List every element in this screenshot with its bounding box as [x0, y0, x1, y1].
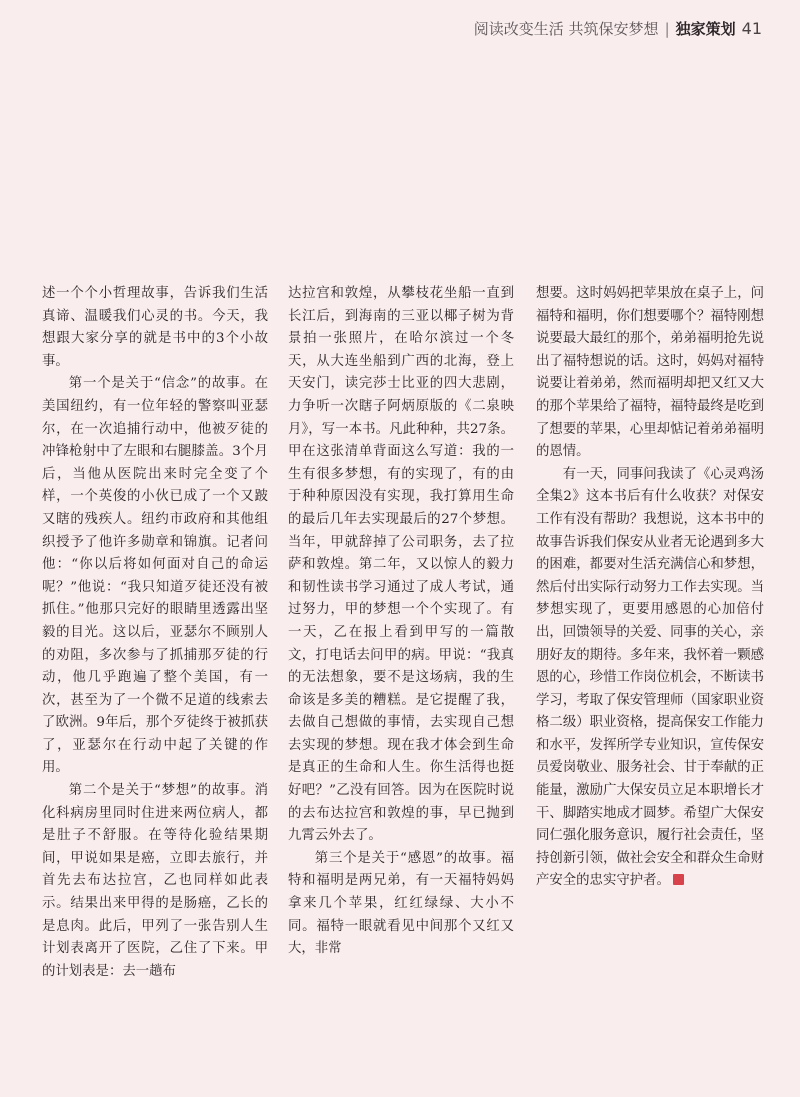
paragraph: 述一个个小哲理故事，告诉我们生活真谛、温暖我们心灵的书。今天，我想跟大家分享的就是书中的3个小故事。	[42, 286, 268, 369]
header-slogan: 阅读改变生活 共筑保安梦想	[473, 20, 659, 38]
paragraph: 想要。这时妈妈把苹果放在桌子上，问福特和福明，你们想要哪个？福特刚想说要最大最红的那个，弟弟福明抢先说出了福特想说的话。这时，妈妈对福特说要让着弟弟，然而福明却把又红又大的那个苹果给了福特，福特最终是吃到了想要的苹果，心里却惦记着弟弟福明的恩情。	[536, 286, 764, 460]
end-mark-icon	[673, 874, 684, 885]
text-column-3	[536, 283, 764, 893]
header-section: 独家策划	[675, 20, 736, 38]
paragraph: 第一个是关于“信念”的故事。在美国纽约，有一位年轻的警察叫亚瑟尔，在一次追捕行动中，他被歹徒的冲锋枪射中了左眼和右腿膝盖。3个月后，当他从医院出来时完全变了个样，一个英俊的小伙已成了一个又跛又瞎的残疾人。纽约市政府和其他组织授予了他许多勋章和锦旗。记者问他：“你以后将如何面对自己的命运呢？”他说：“我只知道歹徒还没有被抓住。”他那只完好的眼睛里透露出坚毅的目光。这以后，亚瑟尔不顾别人的劝阻，多次参与了抓捕那歹徒的行动，他几乎跑遍了整个美国，有一次，甚至为了一个微不足道的线索去了欧洲。9年后，那个歹徒终于被抓获了，亚瑟尔在行动中起了关键的作用。	[42, 376, 268, 776]
paragraph: 达拉宫和敦煌，从攀枝花坐船一直到长江后，到海南的三亚以椰子树为背景拍一张照片，在哈尔滨过一个冬天，从大连坐船到广西的北海，登上天安门，读完莎士比亚的四大悲剧，力争听一次瞎子阿炳原版的《二泉映月》，写一本书。凡此种种，共27条。甲在这张清单背面这么写道：我的一生有很多梦想，有的实现了，有的由于种种原因没有实现，我打算用生命的最后几年去实现最后的27个梦想。当年，甲就辞掉了公司职务，去了拉萨和敦煌。第二年，又以惊人的毅力和韧性读书学习通过了成人考试，通过努力，甲的梦想一个个实现了。有一天，乙在报上看到甲写的一篇散文，打电话去问甲的病。甲说：“我真的无法想象，要不是这场病，我的生命该是多美的糟糕。是它提醒了我，去做自己想做的事情，去实现自己想去实现的梦想。现在我才体会到生命是真正的生命和人生。你生活得也挺好吧？”乙没有回答。因为在医院时说的去布达拉宫和敦煌的事，早已抛到九霄云外去了。	[288, 286, 514, 844]
text-column-1	[42, 283, 268, 983]
running-header	[474, 18, 762, 39]
paragraph	[536, 464, 764, 893]
paragraph: 第二个是关于“梦想”的故事。消化科病房里同时住进来两位病人，都是肚子不舒服。在等待化验结果期间，甲说如果是癌，立即去旅行，并首先去布达拉宫，乙也同样如此表示。结果出来甲得的是肠癌，乙长的是息肉。此后，甲列了一张告别人生计划表离开了医院，乙住了下来。甲的计划表是：去一趟布	[42, 783, 268, 979]
paragraph: 第三个是关于“感恩”的故事。福特和福明是两兄弟，有一天福特妈妈拿来几个苹果，红红绿绿、大小不同。福特一眼就看见中间那个又红又大，非常	[288, 850, 514, 957]
header-separator: |	[664, 20, 670, 38]
text-column-2	[288, 283, 514, 961]
paragraph-text: 有一天，同事问我读了《心灵鸡汤全集2》这本书后有什么收获？对保安工作有没有帮助？我想说，这本书中的故事告诉我们保安从业者无论遇到多大的困难，都要对生活充满信心和梦想，然后付出实际行动努力工作去实现。当梦想实现了，更要用感恩的心加倍付出，回馈领导的关爱、同事的关心，亲朋好友的期待。多年来，我怀着一颗感恩的心，珍惜工作岗位机会，不断读书学习，考取了保安管理师（国家职业资格二级）职业资格，提高保安工作能力和水平，发挥所学专业知识，宣传保安员爱岗敬业、服务社会、甘于奉献的正能量，激励广大保安员立足本职增长才干、脚踏实地成才圆梦。希望广大保安同仁强化服务意识，履行社会责任，坚持创新引领，做社会安全和群众生命财产安全的忠实守护者。	[536, 466, 764, 889]
page-number: 41	[741, 19, 762, 38]
